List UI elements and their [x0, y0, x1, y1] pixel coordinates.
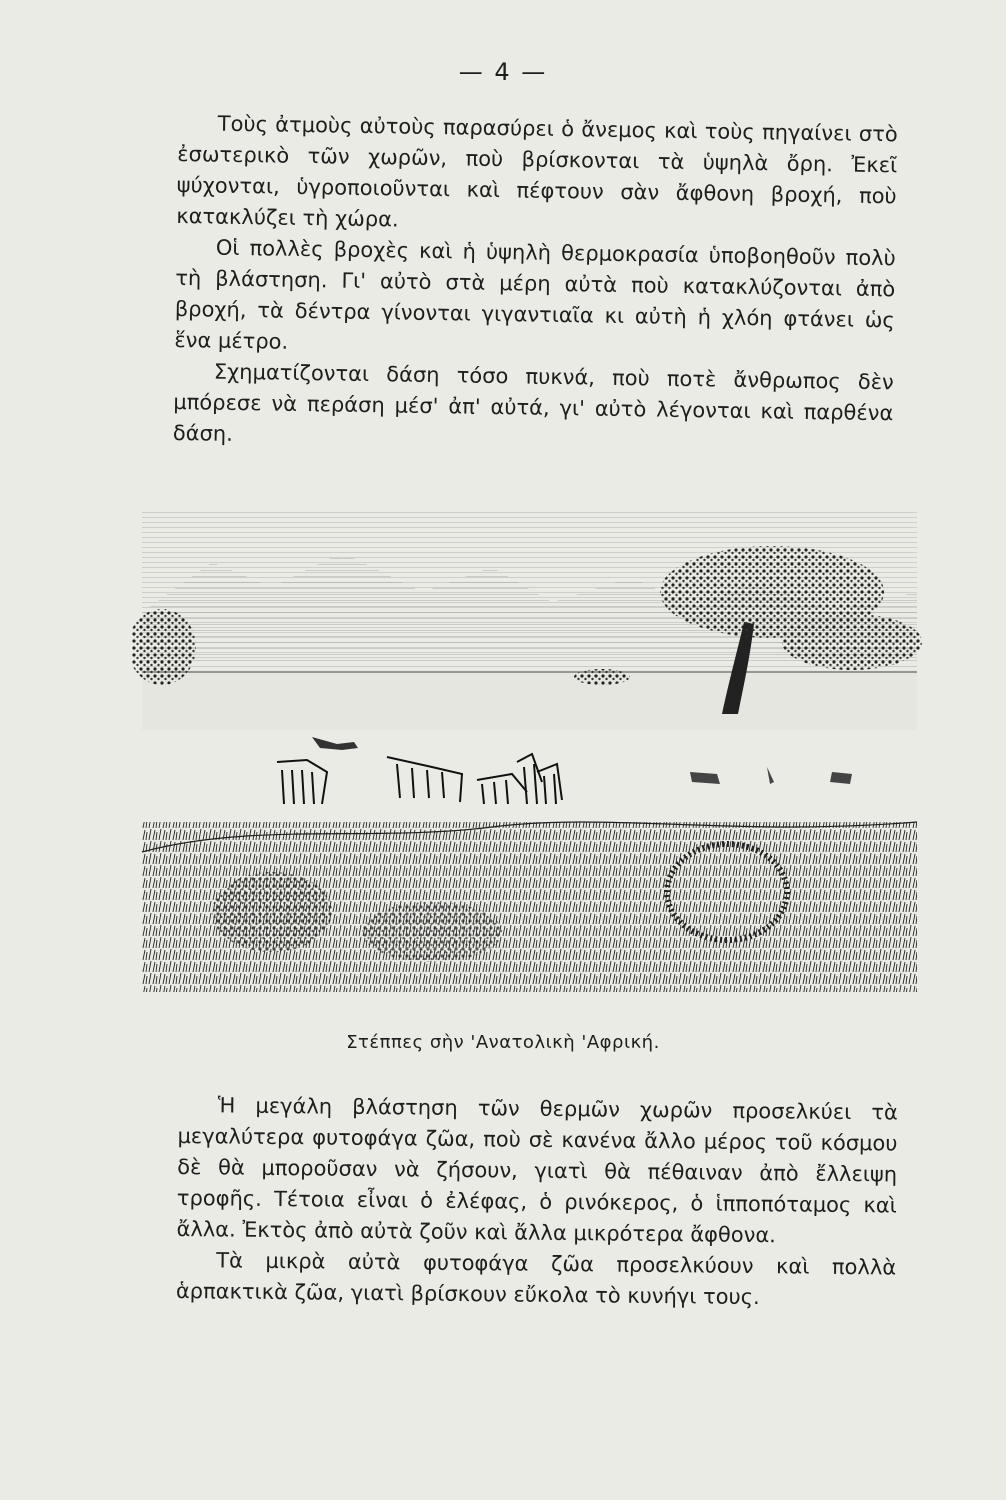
body-text-bottom: [176, 1090, 898, 1315]
paragraph: Τὰ μικρὰ αὐτὰ φυτοφάγα ζῶα προσελκύουν καὶ πολλὰ ἁρπακτικὰ ζῶα, γιατὶ βρίσκουν εὔκολα τὸ κυνήγι τους.: [175, 1248, 897, 1310]
page-number: — 4 —: [458, 58, 548, 86]
paragraph: Τοὺς ἀτμοὺς αὐτοὺς παρασύρει ὁ ἄνεμος καὶ τοὺς πηγαίνει στὸ ἐσωτερικὸ τῶν χωρῶν, ποὺ βρίσκονται τὰ ὑψηλὰ ὄρη. Ἐκεῖ ψύχονται, ὑγροποιοῦνται καὶ πέφτουν σὰν ἄφθονη βροχή, ποὺ κατακλύζει τὴ χώρα.: [176, 111, 898, 232]
antelope: [690, 767, 852, 784]
zebras: [277, 754, 562, 804]
plain: [142, 670, 917, 730]
savanna-illustration: [132, 492, 927, 1002]
figure-caption: Στέππες σὴν 'Ανατολικὴ 'Αφρική.: [346, 1032, 660, 1053]
jackal: [312, 737, 358, 750]
paragraph: Ἡ μεγάλη βλάστηση τῶν θερμῶν χωρῶν προσελκύει τὰ μεγαλύτερα φυτοφάγα ζῶα, ποὺ σὲ κανένα ἄλλο μέρος τοῦ κόσμου δὲ θὰ μποροῦσαν νὰ ζήσουν, γιατὶ θὰ πέθαιναν ἀπὸ ἔλλειψη τροφῆς. Τέτοια εἶναι ὁ ἐλέφας, ὁ ρινόκερος, ὁ ἱπποπόταμος καὶ ἄλλα. Ἐκτὸς ἀπὸ αὐτὰ ζοῦν καὶ ἄλλα μικρότερα ἄφθονα.: [176, 1093, 898, 1248]
paragraph: Σχηματίζονται δάση τόσο πυκνά, ποὺ ποτὲ ἄνθρωπος δὲν μπόρεσε νὰ περάση μέσ' ἀπ' αὐτά, γι' αὐτὸ λέγονται καὶ παρθένα δάση.: [172, 359, 894, 446]
body-text-top: [173, 108, 898, 460]
paragraph: Οἱ πολλὲς βροχὲς καὶ ἡ ὑψηλὴ θερμοκρασία ὑποβοηθοῦν πολὺ τὴ βλάστηση. Γι' αὐτὸ στὰ μέρη αὐτὰ ποὺ κατακλύζονται ἀπὸ βροχή, τὰ δέντρα γίνονται γιγαντιαῖα κι αὐτὴ ἡ χλόη φτάνει ὡς ἕνα μέτρο.: [174, 235, 896, 354]
